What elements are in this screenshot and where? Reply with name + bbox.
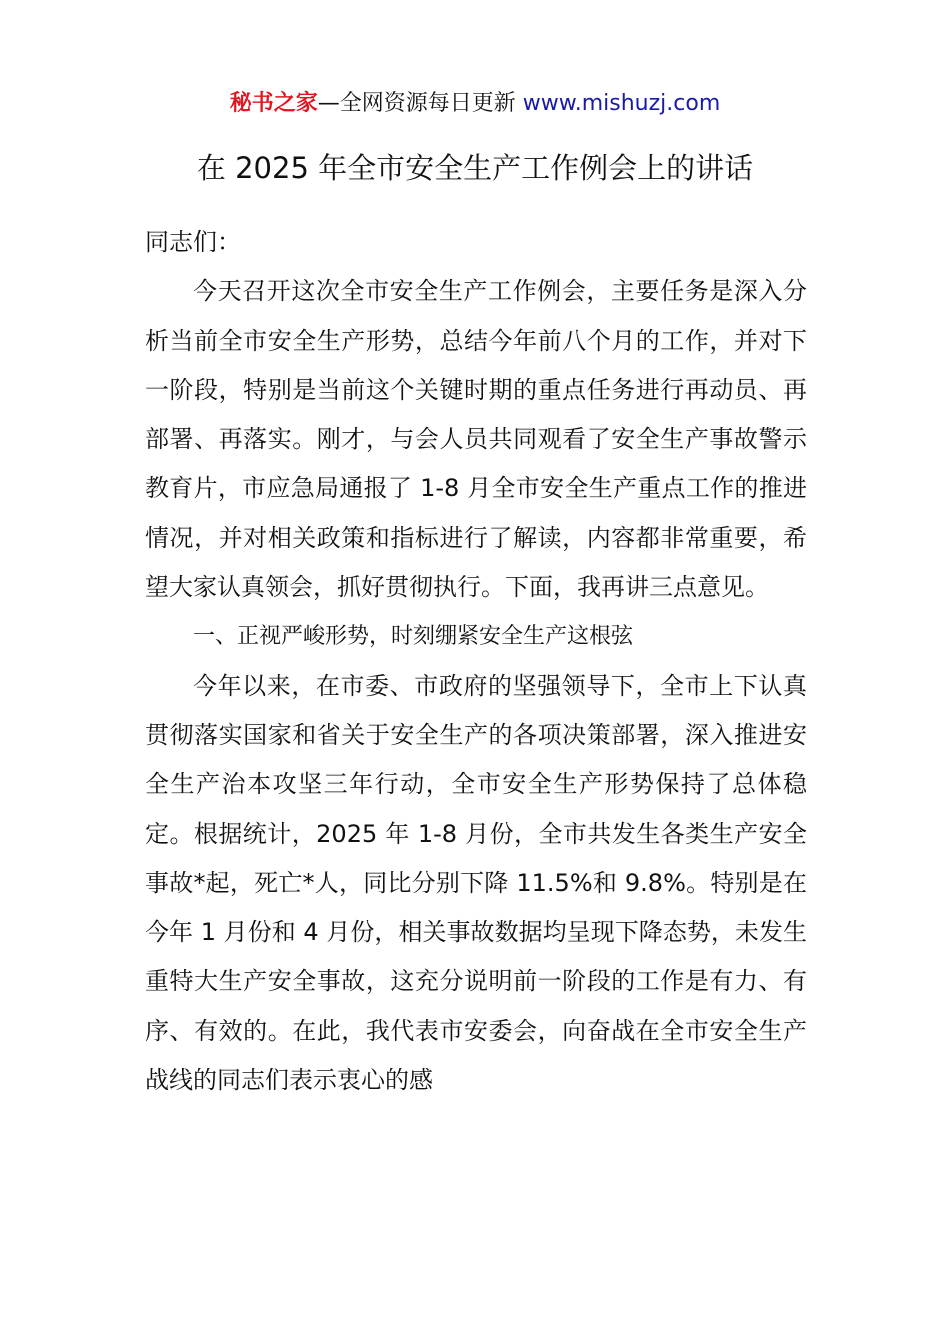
brand-name: 秘书之家	[229, 91, 318, 116]
document-title: 在 2025 年全市安全生产工作例会上的讲话	[196, 151, 754, 185]
document-body	[145, 218, 807, 1105]
site-header	[0, 88, 950, 120]
section-1-paragraph: 今年以来，在市委、市政府的坚强领导下，全市上下认真贯彻落实国家和省关于安全生产的各项决策部署，深入推进安全生产治本攻坚三年行动，全市安全生产形势保持了总体稳定。根据统计，2025 年 1-8 月份，全市共发生各类生产安全事故*起，死亡*人，同比分别下降 11.5%和 9.8%。特别是在今年 1 月份和 4 月份，相关事故数据均呈现下降态势，未发生重特大生产安全事故，这充分说明前一阶段的工作是有力、有序、有效的。在此，我代表市安委会，向奋战在全市安全生产战线的同志们表示衷心的感	[145, 671, 807, 1095]
salutation: 同志们：	[145, 228, 241, 256]
header-tagline: —全网资源每日更新	[317, 91, 523, 116]
section-heading-1: 一、正视严峻形势，时刻绷紧安全生产这根弦	[193, 624, 634, 650]
intro-paragraph: 今天召开这次全市安全生产工作例会，主要任务是深入分析当前全市安全生产形势，总结今年前八个月的工作，并对下一阶段，特别是当前这个关键时期的重点任务进行再动员、再部署、再落实。刚才，与会人员共同观看了安全生产事故警示教育片，市应急局通报了 1-8 月全市安全生产重点工作的推进情况，并对相关政策和指标进行了解读，内容都非常重要，希望大家认真领会，抓好贯彻执行。下面，我再讲三点意见。	[145, 277, 807, 602]
site-url-link[interactable]: www.mishuzj.com	[522, 91, 721, 116]
